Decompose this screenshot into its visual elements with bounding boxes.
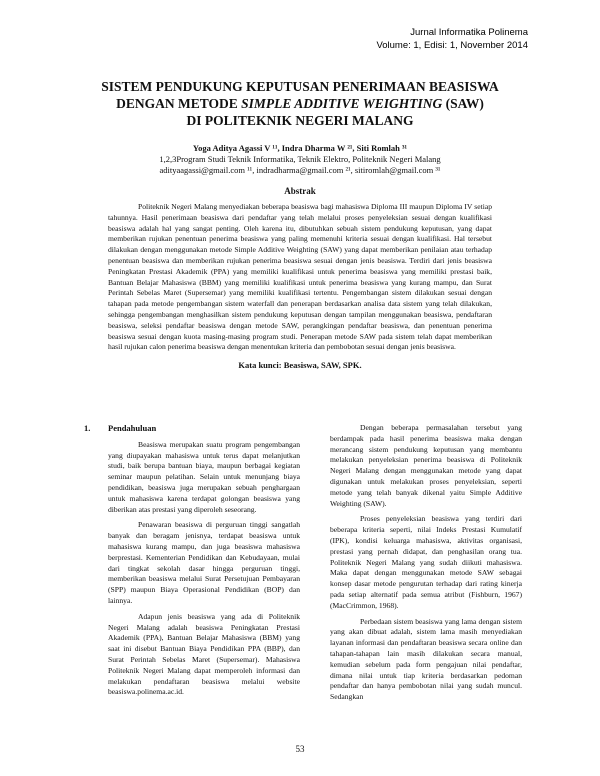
section-number: 1. xyxy=(84,423,91,433)
title-line-2-post: (SAW) xyxy=(442,96,484,111)
section-title: Pendahuluan xyxy=(108,423,157,433)
abstract-body: Politeknik Negeri Malang menyediakan beberapa beasiswa bagi mahasiswa Diploma III maupun Diploma IV setiap tahunnya. Hasil penerimaan beasiswa dari pendaftar yang telah melalui proses penyeleksian sesuai dengan kualifikasi beasiswa adalah hal yang sangat penting. Oleh karena itu, dibutuhkan sebuah sistem pendukung keputusan, yang dapat memberikan rujukan penentuan penerima beasiswa yang paling memenuhi kriteria sesuai dengan kualifikasi. Hal tersebut dilakukan dengan menggunakan metode Simple Additive Weighting (SAW) yang dapat memberikan penilaian atau terhadap penentuan beasiswa dan memberikan rujukan penerima beasiswa sesuai dengan jenis beasiswa. Terdiri dari jenis beasiswa Peningkatan Prestasi Akademik (PPA) yang memiliki kualifikasi untuk penerima beasiswa yang memiliki prestasi baik, Bantuan Belajar Mahasiswa (BBM) yang memiliki kualifikasi untuk penerima beasiswa yang kurang mampu, dan Surat Perintah Sebelas Maret (Supersemar) yang memiliki kualifikasi tertentu. Pengembangan sistem dilakukan sesuai dengan tahapan pada metode pengembangan sistem waterfall dan penerapan berdasarkan analisa data sistem yang telah dilakukan, sehingga pengembangan menghasilkan sistem pendukung keputusan dengan tampilan menggunakan beasiswa, pendaftaran beasiswa, seleksi pendaftar beasiswa dengan metode SAW, perangkingan pendaftar beasiswa, dan penentuan penerima beasiswa sesuai dengan kuota masing-masing program studi. Penerapan metode SAW pada sistem telah dapat memberikan hasil rujukan calon penerima beasiswa dengan menentukan kriteria dan pembobotan sesuai dengan jenis beasiswa. xyxy=(108,202,492,352)
right-paragraph-3: Perbedaan sistem beasiswa yang lama dengan sistem yang akan dibuat adalah, sistem lama masih menyediakan layanan informasi dan pendaftaran beasiswa secara online dan tahapan-tahapan lain masih dilakukan secara manual, kemudian sebelum pada form pengajuan nilai pendaftar, dimana nilai untuk tiap kriteria berdasarkan pedoman pendaftar dan hanya pembobotan nilai yang sudah muncul. Sedangkan xyxy=(330,616,522,702)
left-column xyxy=(84,423,300,703)
journal-volume: Volume: 1, Edisi: 1, November 2014 xyxy=(376,40,528,51)
left-paragraph-2: Penawaran beasiswa di perguruan tinggi sangatlah banyak dan beragam jenisnya, terdapat beasiswa untuk mahasiswa kurang mampu, dan juga beasiswa mahasiswa berprestasi. Kementerian Pendidikan dan Kebudayaan, mulai dari tingkat sekolah dasar hingga perguruan tinggi, memberikan beasiswa melalui Surat Persetujuan Pembayaran (SPP) maupun Biaya Operasional Pendidikan (BOP) dan lainnya. xyxy=(108,520,300,605)
title-line-2 xyxy=(60,95,540,112)
author-emails: adityaagassi@gmail.com ¹¹, indradharma@gmail.com ²¹, sitiromlah@gmail.com ³¹ xyxy=(159,165,441,175)
title-line-3: DI POLITEKNIK NEGERI MALANG xyxy=(186,113,414,128)
right-column xyxy=(330,423,522,708)
left-paragraph-1: Beasiswa merupakan suatu program pengembangan yang diupayakan mahasiswa untuk terus dapat melanjutkan studi, baik berupa bantuan biaya, maupun berbagai kegiatan seminar maupun pelatihan. Selain untuk menunjang biaya pendidikan, beasiswa juga merupakan sebuah penghargaan untuk mahasiswa karena terdapat golongan beasiswa yang diberikan atas prestasi yang diperoleh seseorang. xyxy=(108,439,300,514)
right-paragraph-2: Proses penyeleksian beasiswa yang terdiri dari beberapa kriteria seperti, nilai Indeks Prestasi Kumulatif (IPK), kondisi keluarga mahasiswa, aktivitas organisasi, prestasi yang pernah didapat, dan penghasilan orang tua. Politeknik Negeri Malang yang sudah diikuti mahasiswa. Maka dapat dengan menggunakan metode SAW sebagai konsep dasar metode pengurutan terhadap dari rating kinerja pada setiap alternatif pada semua atribut (Fishburn, 1967) (MacCrimmon, 1968). xyxy=(330,514,522,610)
left-paragraph-3: Adapun jenis beasiswa yang ada di Politeknik Negeri Malang adalah beasiswa Peningkatan Prestasi Akademik (PPA), Bantuan Belajar Mahasiswa (BBM) yang saat ini disebut Bantuan Biaya Pendidikan PPA (BBP), dan Surat Perintah Sebelas Maret (Supersemar). Mahasiswa Politeknik Negeri Malang dapat memperoleh informasi dan melakukan pendaftaran beasiswa melalui website beasiswa.polinema.ac.id. xyxy=(108,611,300,697)
journal-name: Jurnal Informatika Polinema xyxy=(410,27,528,38)
right-paragraph-1: Dengan beberapa permasalahan tersebut yang berdampak pada hasil penerima beasiswa maka dengan merancang sistem pendukung keputusan yang membantu melakukan penyeleksian penerima beasiswa di Politeknik Negeri Malang dengan menggunakan metode yang dapat digunakan untuk melakukan proses penyeleksian, seperti metode yang telah banyak dikenal yaitu Simple Additive Weighting (SAW). xyxy=(330,423,522,508)
page-number: 53 xyxy=(295,744,305,754)
keywords: Kata kunci: Beasiswa, SAW, SPK. xyxy=(238,360,362,370)
title-line-1: SISTEM PENDUKUNG KEPUTUSAN PENERIMAAN BEASISWA xyxy=(101,79,499,94)
title-line-2-italic: SIMPLE ADDITIVE WEIGHTING xyxy=(241,96,443,111)
abstract-heading: Abstrak xyxy=(284,186,316,196)
paper-title xyxy=(60,78,540,129)
journal-header xyxy=(376,26,528,52)
section-heading xyxy=(84,423,276,434)
author-block xyxy=(60,143,540,176)
author-affiliation: 1,2,3Program Studi Teknik Informatika, Teknik Elektro, Politeknik Negeri Malang xyxy=(159,154,441,164)
title-line-2-pre: DENGAN METODE xyxy=(116,96,242,111)
author-names: Yoga Aditya Agassi V ¹¹, Indra Dharma W ²¹, Siti Romlah ³¹ xyxy=(192,143,408,153)
